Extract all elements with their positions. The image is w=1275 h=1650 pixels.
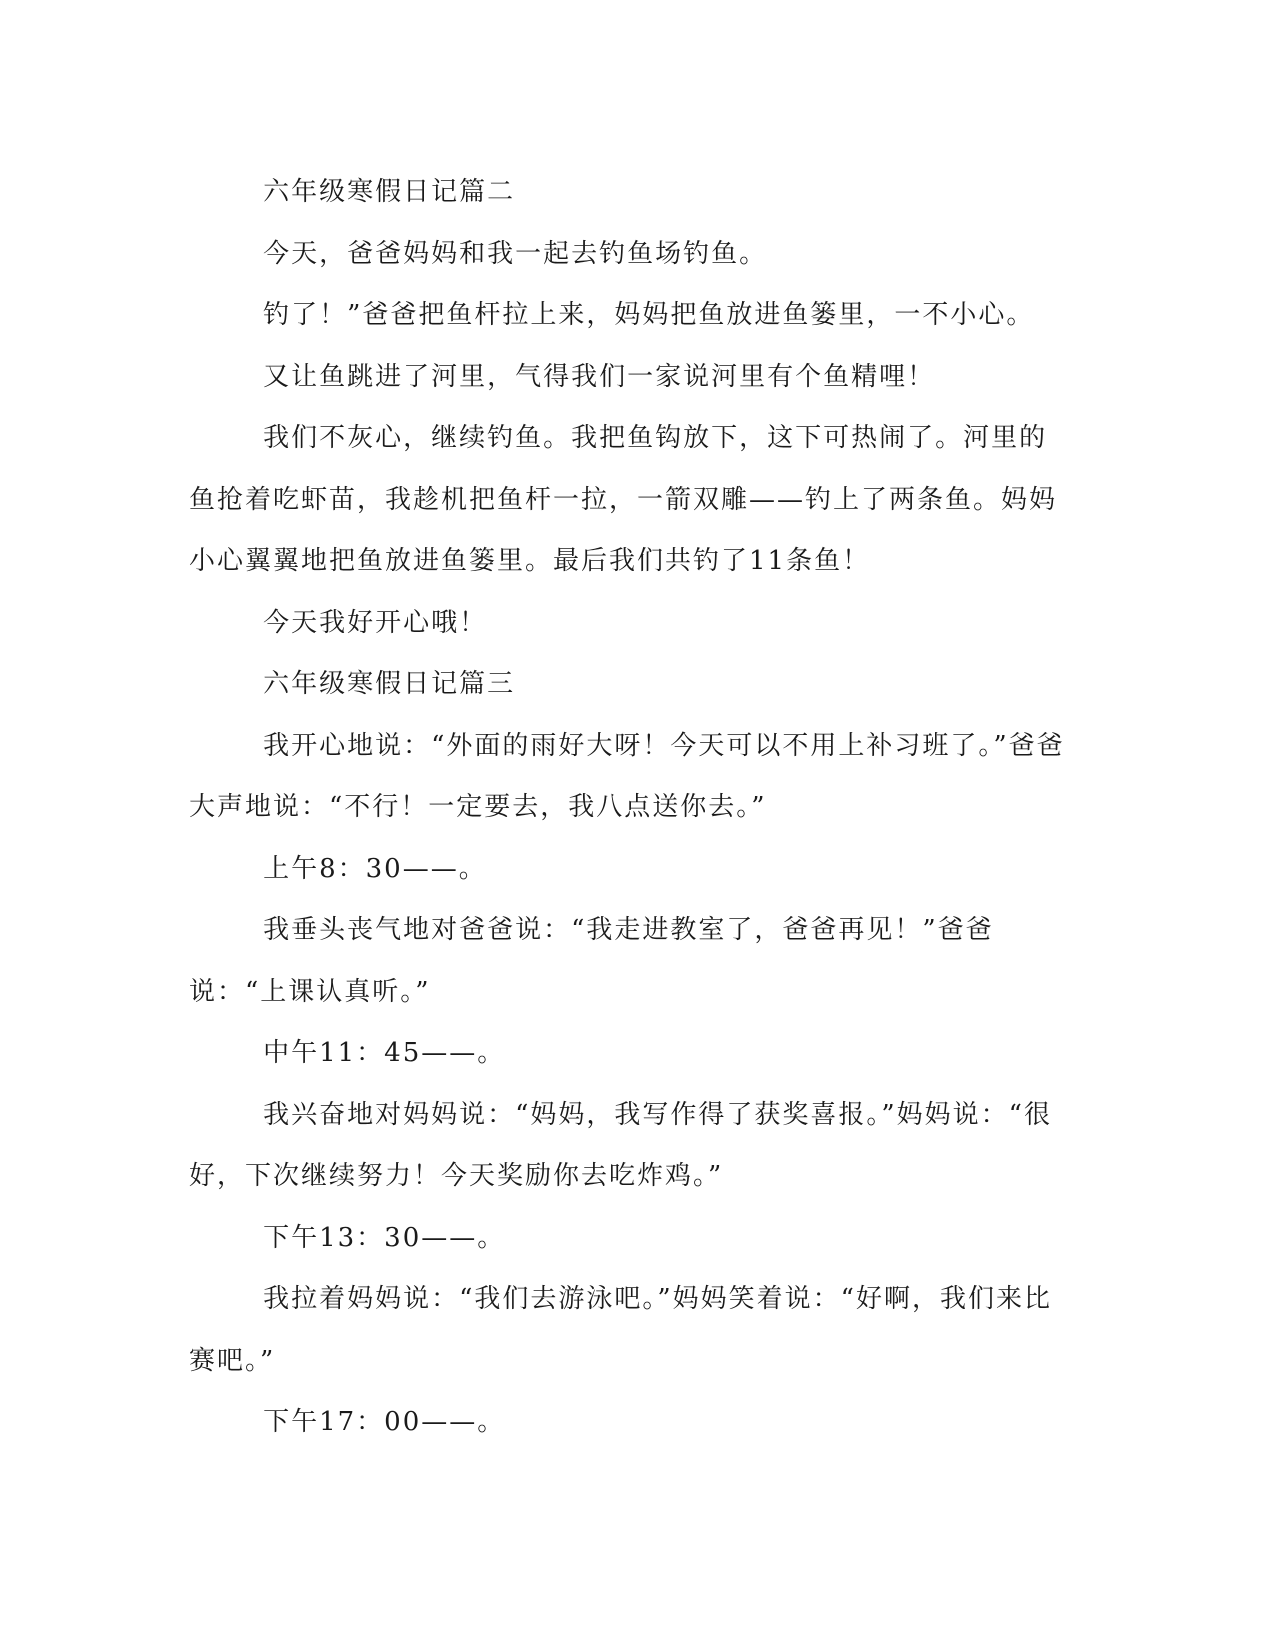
- section-heading-2: 六年级寒假日记篇二: [263, 177, 516, 207]
- time-marker: 上午8：30——。: [263, 853, 487, 884]
- section-heading-3: 六年级寒假日记篇三: [263, 669, 516, 699]
- paragraph: 钓了！”爸爸把鱼杆拉上来，妈妈把鱼放进鱼篓里，一不小心。: [263, 300, 1035, 330]
- paragraph: 我垂头丧气地对爸爸说：“我走进教室了，爸爸再见！”爸爸说：“上课认真听。”: [189, 915, 994, 1007]
- paragraph: 我们不灰心，继续钓鱼。我把鱼钩放下，这下可热闹了。河里的鱼抢着吃虾苗，我趁机把鱼杆一拉，一箭双雕——钓上了两条鱼。妈妈小心翼翼地把鱼放进鱼篓里。最后我们共钓了11条鱼！: [189, 423, 1058, 576]
- paragraph: 我兴奋地对妈妈说：“妈妈，我写作得了获奖喜报。”妈妈说：“很好，下次继续努力！今天奖励你去吃炸鸡。”: [189, 1099, 1052, 1191]
- paragraph: 我拉着妈妈说：“我们去游泳吧。”妈妈笑着说：“好啊，我们来比赛吧。”: [189, 1284, 1052, 1376]
- time-marker: 下午13：30——。: [263, 1222, 506, 1253]
- document-body: [189, 162, 1075, 1454]
- paragraph: 今天，爸爸妈妈和我一起去钓鱼场钓鱼。: [263, 238, 768, 269]
- paragraph: 今天我好开心哦！: [263, 607, 488, 638]
- time-marker: 中午11：45——。: [263, 1038, 506, 1068]
- paragraph: 又让鱼跳进了河里，气得我们一家说河里有个鱼精哩！: [263, 361, 936, 392]
- paragraph: 我开心地说：“外面的雨好大呀！今天可以不用上补习班了。”爸爸大声地说：“不行！一定要去，我八点送你去。”: [189, 730, 1065, 822]
- time-marker: 下午17：00——。: [263, 1407, 506, 1437]
